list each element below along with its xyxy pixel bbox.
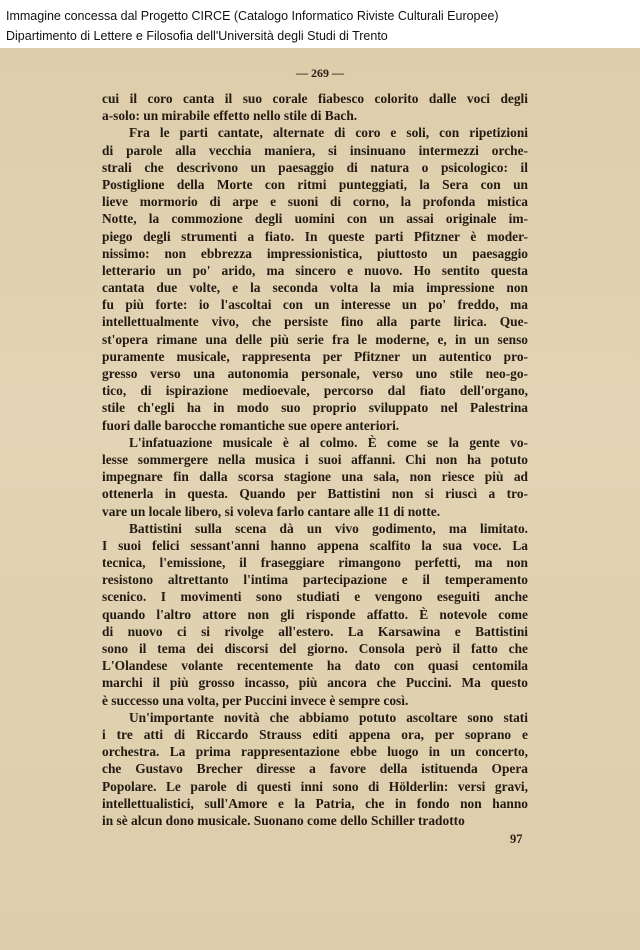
- body-text: [102, 90, 528, 829]
- text-line: Battistini sulla scena dà un vivo godimento, ma limitato.: [129, 520, 528, 536]
- text-line: ottenerla in questa. Quando per Battistini non si riuscì a tro-: [102, 486, 528, 502]
- text-line: cui il coro canta il suo corale fiabesco colorito dalle voci degli: [102, 91, 528, 106]
- text-line: letterario un po' arido, ma sincero e nuovo. Ho sentito questa: [102, 262, 528, 278]
- text-line: intellettualistici, sull'Amore e la Patria, che in fondo non hanno: [102, 795, 528, 811]
- text-line: quando l'altro attore non gli risponde affatto. È notevole come: [102, 606, 528, 622]
- text-line: Fra le parti cantate, alternate di coro e soli, con ripetizioni: [129, 125, 528, 141]
- text-line: di nuovo ci si rivolge all'estero. La Karsawina e Battistini: [102, 623, 528, 639]
- text-line: orchestra. La prima rappresentazione ebbe luogo in un concerto,: [102, 744, 528, 760]
- scanned-page: [0, 48, 640, 950]
- text-line: che Gustavo Brecher diresse a favore della istituenda Opera: [102, 761, 528, 777]
- text-line: I suoi felici sessant'anni hanno appena scalfito la sua voce. La: [102, 537, 528, 553]
- text-line: fu più forte: io l'ascoltai con un interesse un po' freddo, ma: [102, 297, 528, 313]
- text-line: Popolare. Le parole di questi inni sono di Hölderlin: versi gravi,: [102, 778, 528, 794]
- text-line: Postiglione della Morte con ritmi punteggiati, la Sera con un: [102, 176, 528, 192]
- text-line: sono il tema dei discorsi del giorno. Consola però il fatto che: [102, 641, 528, 656]
- text-line: fuori dalle barocche romantiche sue opere anteriori.: [102, 417, 400, 433]
- text-line: Un'importante novità che abbiamo potuto ascoltare sono stati: [129, 709, 528, 725]
- text-line: L'infatuazione musicale è al colmo. È come se la gente vo-: [129, 434, 528, 450]
- text-line: stile ch'egli ha in modo suo proprio sviluppato nel Palestrina: [102, 400, 528, 416]
- text-line: lesse sommergere nella musica i suoi affanni. Chi non ha potuto: [102, 451, 528, 467]
- text-line: marchi il più grosso incasso, più ancora che Puccini. Ma questo: [102, 675, 528, 691]
- text-line: vare un locale libero, si voleva farlo cantare alle 11 di notte.: [102, 503, 441, 519]
- text-line: L'Olandese volante recentemente ha dato con quasi centomila: [102, 658, 528, 674]
- text-line: i tre atti di Riccardo Strauss editi appena ora, per soprano e: [102, 726, 528, 742]
- page-number: 97: [510, 832, 523, 846]
- attribution-line-2: Dipartimento di Lettere e Filosofia dell'Università degli Studi di Trento: [6, 29, 388, 43]
- text-line: lieve mormorio di arpe e suoni di corno, la profonda mistica: [102, 194, 528, 210]
- text-line: strali che descrivono un paesaggio di natura o psicologico: il: [102, 159, 528, 175]
- text-line: è successo una volta, per Puccini invece è sempre così.: [102, 692, 409, 708]
- text-line: gresso verso una autonomia personale, verso uno stile neo-go-: [102, 366, 528, 381]
- text-line: puramente musicale, rappresenta per Pfitzner un autentico pro-: [102, 348, 528, 364]
- text-line: intellettualmente vivo, che persiste fino alla parte lirica. Que-: [102, 314, 528, 330]
- text-line: st'opera rimane una delle più serie fra le moderne, e, in un senso: [102, 331, 528, 347]
- text-line: Notte, la commozione degli uomini con un assai originale im-: [102, 211, 528, 227]
- page-header: — 269 —: [296, 66, 344, 80]
- text-line: piego degli strumenti a fiato. In queste parti Pfitzner è moder-: [102, 228, 528, 244]
- text-line: tico, di ispirazione medioevale, percorso dal fiato dell'organo,: [102, 383, 528, 399]
- text-line: impegnare fin dalla scorsa stagione una sala, non riesce più ad: [102, 469, 528, 485]
- text-line: tecnica, l'emissione, il fraseggiare rimangono perfetti, ma non: [102, 555, 528, 571]
- attribution-line-1: Immagine concessa dal Progetto CIRCE (Catalogo Informatico Riviste Culturali Europee): [6, 9, 499, 23]
- attribution-banner: [0, 0, 640, 48]
- text-line: resistono altrettanto l'intima partecipazione e il temperamento: [102, 572, 528, 588]
- text-line: a-solo: un mirabile effetto nello stile di Bach.: [102, 108, 358, 124]
- text-line: di parole alla vecchia maniera, si insinuano intermezzi orche-: [102, 142, 528, 158]
- text-line: cantata due volte, e la seconda volta la mia impressione non: [102, 280, 528, 296]
- text-line: scenico. I movimenti sono studiati e vengono eseguiti anche: [102, 589, 528, 605]
- text-line: in sè alcun dono musicale. Suonano come dello Schiller tradotto: [102, 812, 465, 828]
- text-line: nissimo: non ebbrezza impressionistica, piuttosto un paesaggio: [102, 245, 528, 261]
